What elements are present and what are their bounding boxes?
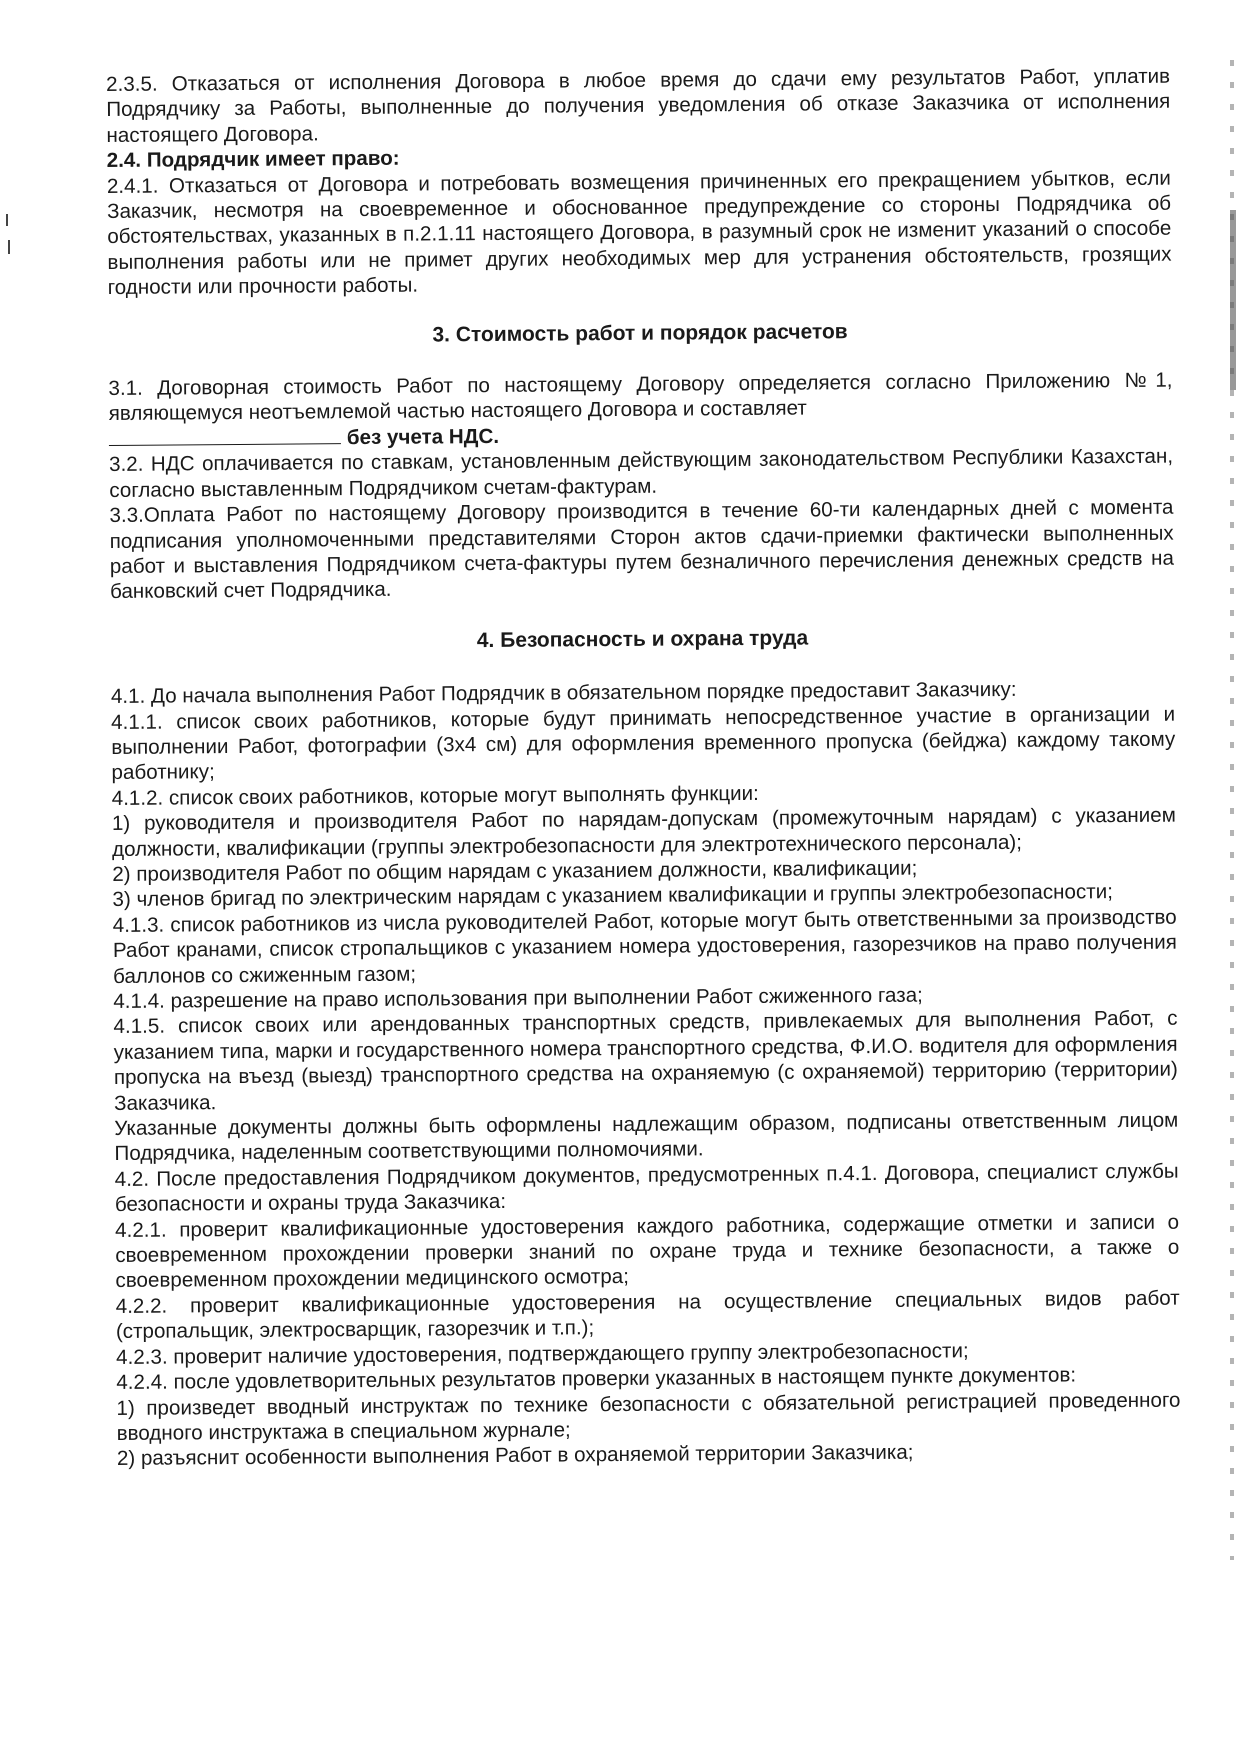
margin-mark: [8, 240, 10, 254]
clause-3-3: 3.3.Оплата Работ по настоящему Договору производится в течение 60-ти календарных дней с момента подписания уполномоченными представителями Сторон актов сдачи-приемки фактически выполненных работ и выставления Подрядчиком счета-фактуры путем безналичного перечисления денежных средств на банковский счет Подрядчика.: [109, 495, 1174, 604]
clause-3-1-text: 3.1. Договорная стоимость Работ по настоящему Договору определяется согласно Приложению №1, являющемуся неотъемлемой частью настоящего Договора и составляет: [108, 368, 1173, 426]
clause-3-1-vat-note: без учета НДС.: [346, 424, 500, 449]
clause-4-2-4-item-2: 2) разъяснит особенности выполнения Работ в охраняемой территории Заказчика;: [116, 1441, 914, 1471]
clause-2-4-1: 2.4.1. Отказаться от Договора и потребовать возмещения причиненных его прекращением убытков, если Заказчик, несмотря на своевременное и обоснованное предупреждение со стороны Подрядчика об обстоятельствах, указанных в п.2.1.11 настоящего Договора, в разумный срок не изменит указаний о способе выполнения работы или не примет других необходимых мер для устранения обстоятельств, грозящих годности или прочности работы.: [106, 166, 1172, 300]
clause-4-1-3: 4.1.3. список работников из числа руководителей Работ, которые могут быть ответственными за производство Работ кранами, список стропальщиков с указанием номера удостоверения, газорезчиков на право получения баллонов со сжиженным газом;: [112, 905, 1177, 988]
clause-3-1: [108, 368, 1173, 453]
margin-mark: [6, 214, 8, 226]
clause-4-1-2-item-3: 3) членов бригад по электрическим нарядам с указанием квалификации и группы электробезопасности;: [112, 880, 1113, 912]
clause-4-2-4-item-1: 1) произведет вводный инструктаж по технике безопасности с обязательной регистрацией проведенного вводного инструктажа в специальном журнале;: [116, 1388, 1181, 1445]
clause-4-1-2-item-1: 1) руководителя и производителя Работ по нарядам-допускам (промежуточным нарядам) с указанием должности, квалификации (группы электробезопасности для электротехнического персонала);: [111, 803, 1176, 861]
clause-2-4-heading: 2.4. Подрядчик имеет право:: [106, 146, 400, 173]
section-3-heading: 3. Стоимость работ и порядок расчетов: [432, 319, 848, 347]
amount-blank-line: [109, 425, 341, 446]
clause-3-2: 3.2. НДС оплачивается по ставкам, установленным действующим законодательством Республики Казахстан, согласно выставленным Подрядчиком счетам-фактурам.: [108, 444, 1174, 502]
documents-note: Указанные документы должны быть оформлены надлежащим образом, подписаны ответственным лицом Подрядчика, наделенным соответствующими полномочиями.: [114, 1108, 1179, 1166]
clause-4-1-1: 4.1.1. список своих работников, которые будут принимать непосредственное участие в организации и выполнении Работ, фотографии (3x4 см) для оформления временного пропуска (бейджа) каждому такому работнику;: [111, 702, 1176, 785]
clause-4-1-2-item-2: 2) производителя Работ по общим нарядам с указанием должности, квалификации;: [112, 856, 918, 886]
clause-4-2-4: 4.2.4. после удовлетворительных результатов проверки указанных в настоящем пункте документов:: [116, 1363, 1077, 1395]
clause-4-2-3: 4.2.3. проверит наличие удостоверения, подтверждающего группу электробезопасности;: [116, 1338, 969, 1369]
clause-4-1: 4.1. До начала выполнения Работ Подрядчик в обязательном порядке предоставит Заказчику:: [110, 677, 1017, 709]
clause-4-2-2: 4.2.2. проверит квалификационные удостоверения на осуществление специальных видов работ (стропальщик, электросварщик, газорезчик и т.п.);: [115, 1286, 1180, 1344]
clause-4-2-1: 4.2.1. проверит квалификационные удостоверения каждого работника, содержащие отметки и записи о своевременном прохождении проверки знаний по охране труда и технике безопасности, а также о своевременном прохождении медицинского осмотра;: [115, 1210, 1180, 1293]
document-body: [106, 64, 1181, 1472]
clause-4-2: 4.2. После предоставления Подрядчиком документов, предусмотренных п.4.1. Договора, специалист службы безопасности и охраны труда Заказчика:: [114, 1159, 1179, 1217]
clause-2-3-5: 2.3.5. Отказаться от исполнения Договора в любое время до сдачи ему результатов Работ, уплатив Подрядчику за Работы, выполненные до получения уведомления об отказе Заказчика от исполнения настоящего Договора.: [106, 64, 1171, 147]
section-4-heading: 4. Безопасность и охрана труда: [476, 626, 809, 652]
clause-4-1-4: 4.1.4. разрешение на право использования при выполнении Работ сжиженного газа;: [113, 983, 923, 1013]
clause-4-1-5: 4.1.5. список своих или арендованных транспортных средств, привлекаемых для выполнения Работ, с указанием типа, марки и государственного номера транспортного средства, Ф.И.О. водителя для оформления пропуска на въезд (выезд) транспортного средства на охраняемую (с охраняемой) территорию (территории) Заказчика.: [113, 1007, 1178, 1115]
clause-4-1-2: 4.1.2. список своих работников, которые могут выполнять функции:: [111, 781, 759, 810]
scan-edge-artifact: [1230, 210, 1236, 390]
